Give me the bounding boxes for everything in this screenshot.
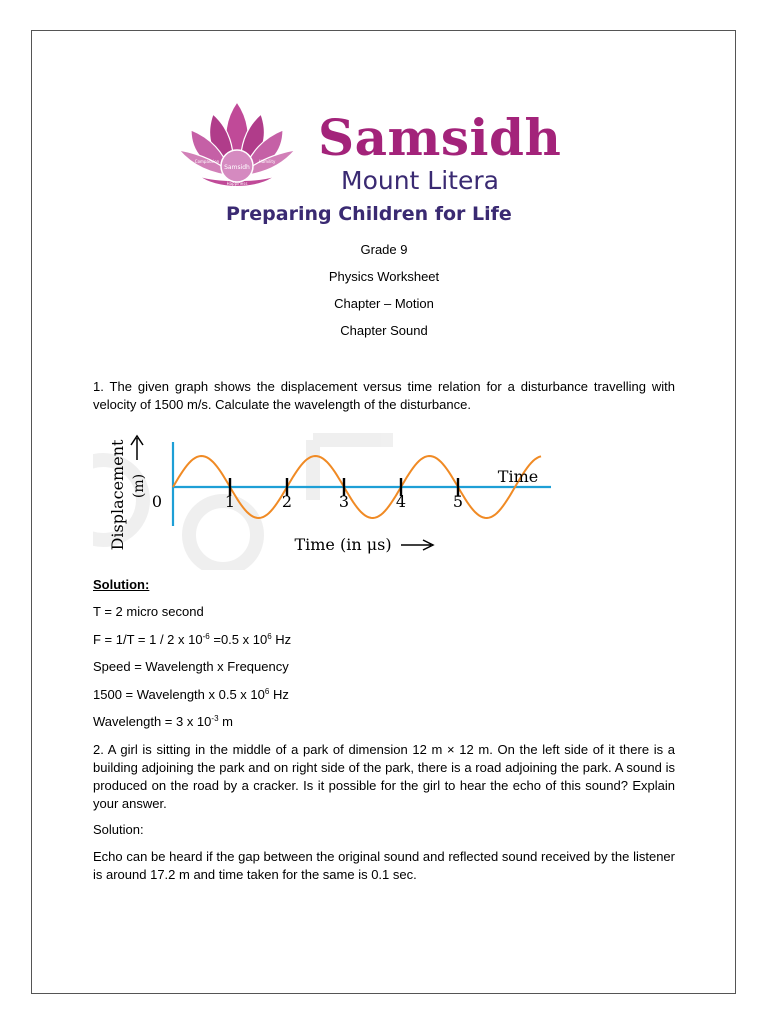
x-tick-label: 4 (395, 492, 407, 511)
x-tick-label: 5 (452, 492, 464, 511)
x-tick-label: 2 (281, 492, 293, 511)
x-axis-label: Time (in μs) (294, 535, 392, 554)
y-axis-label: Displacement (108, 439, 127, 551)
solution-1-line-2: F = 1/T = 1 / 2 x $10^{-6} =0.5$ x $10^6$ Hz (93, 632, 292, 647)
svg-text:Humility: Humility (258, 159, 276, 164)
solution-1-heading: Solution: (93, 577, 150, 592)
y-axis-unit: (m) (131, 473, 147, 499)
brand-name: Samsidh (318, 108, 562, 167)
brand-subtitle: Mount Litera (341, 166, 499, 195)
origin-label: 0 (151, 492, 163, 511)
x-tick-label: 3 (338, 492, 350, 511)
grade-label: Grade 9 (360, 242, 408, 257)
question-1-text: 1. The given graph shows the displacement versus time relation for a disturbance travelling with velocity of 1500 m/s. Calculate the wavelength of the disturbance. (93, 379, 675, 412)
displacement-time-graph (93, 420, 585, 570)
brand-tagline: Preparing Children for Life (226, 203, 512, 225)
svg-text:Samsidh: Samsidh (224, 164, 250, 171)
solution-2-heading: Solution: (93, 822, 144, 837)
x-axis-arrow-icon (401, 540, 433, 550)
question-2-text: 2. A girl is sitting in the middle of a park of dimension 12 m × 12 m. On the left side of it there is a building adjoining the park and on right side of the park, there is a road adjoining the park. A sound is produced on the road by a cracker. Is it possible for the girl to hear the echo of this sound? Explain your answer. (93, 742, 675, 811)
chapter-motion-label: Chapter – Motion (334, 296, 434, 311)
solution-1-line-1: T = 2 micro second (93, 604, 204, 619)
x-tick-label: 1 (224, 492, 236, 511)
subject-label: Physics Worksheet (328, 269, 440, 284)
solution-2-answer: Echo can be heard if the gap between the original sound and reflected sound received by the listener is around 17.2 m and time taken for the same is 0.1 sec. (93, 849, 675, 882)
svg-text:Compassion: Compassion (194, 159, 220, 164)
axis-end-label: Time (497, 467, 539, 486)
solution-1-line-4: 1500 = Wavelength x 0.5 x $10^6$ Hz (93, 687, 289, 702)
y-axis-arrow-icon (131, 436, 143, 460)
svg-text:Happiness: Happiness (226, 181, 248, 186)
chapter-sound-label: Chapter Sound (340, 323, 428, 338)
solution-1-line-3: Speed = Wavelength x Frequency (93, 659, 289, 674)
solution-1-line-5: Wavelength = 3 x $10^{-3}$ m (93, 714, 233, 729)
